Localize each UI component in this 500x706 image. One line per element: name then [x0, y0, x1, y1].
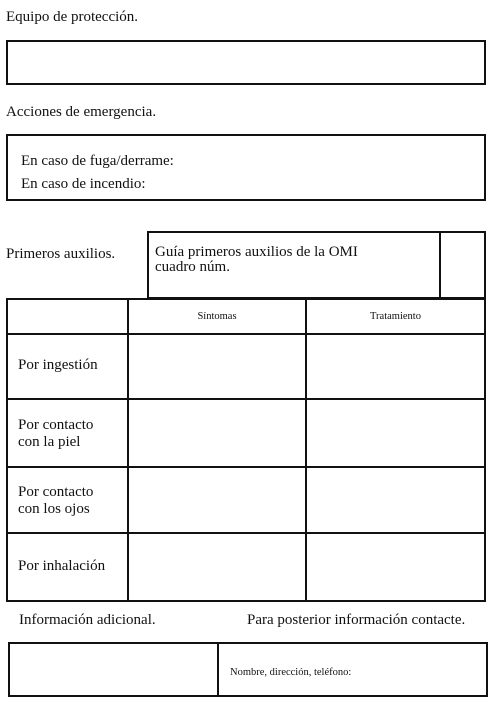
row-label-skin-contact	[6, 398, 129, 468]
emergency-actions-box[interactable]	[6, 134, 486, 201]
first-aid-label: Primeros auxilios.	[6, 246, 116, 262]
row-label-text: Por inhalación	[18, 558, 106, 574]
inhalation-symptoms-cell[interactable]	[127, 532, 307, 602]
emergency-actions-label: Acciones de emergencia.	[6, 104, 157, 120]
contact-label: Para posterior información contacte.	[247, 612, 466, 628]
spill-action-label: En caso de fuga/derrame:	[21, 153, 174, 169]
row-label-text: Por contacto	[18, 484, 94, 500]
row-label-text: con los ojos	[18, 501, 90, 517]
inhalation-treatment-cell[interactable]	[305, 532, 486, 602]
row-label-eye-contact	[6, 466, 129, 534]
omi-guide-table-number-label: cuadro núm.	[155, 259, 230, 275]
eye-symptoms-cell[interactable]	[127, 466, 307, 534]
row-label-text: Por ingestión	[18, 357, 98, 373]
row-label-ingestion	[6, 333, 129, 400]
first-aid-table	[6, 298, 486, 602]
skin-treatment-cell[interactable]	[305, 398, 486, 468]
omi-table-number-field[interactable]	[439, 231, 486, 299]
additional-info-label: Información adicional.	[19, 612, 156, 628]
contact-info-field[interactable]	[217, 642, 488, 697]
protection-equipment-field[interactable]	[6, 40, 486, 85]
skin-symptoms-cell[interactable]	[127, 398, 307, 468]
row-label-text: Por contacto	[18, 417, 94, 433]
additional-info-field[interactable]	[8, 642, 219, 697]
contact-fields-label: Nombre, dirección, teléfono:	[230, 667, 352, 678]
row-label-inhalation	[6, 532, 129, 602]
omi-guide-box	[147, 231, 441, 299]
row-label-text: con la piel	[18, 434, 81, 450]
ingestion-treatment-cell[interactable]	[305, 333, 486, 400]
symptoms-header: Síntomas	[127, 298, 307, 335]
fire-action-label: En caso de incendio:	[21, 176, 146, 192]
eye-treatment-cell[interactable]	[305, 466, 486, 534]
treatment-header: Tratamiento	[305, 298, 486, 335]
protection-equipment-label: Equipo de protección.	[6, 9, 139, 25]
omi-guide-text: Guía primeros auxilios de la OMI	[155, 244, 358, 260]
ingestion-symptoms-cell[interactable]	[127, 333, 307, 400]
table-header-empty	[6, 298, 129, 335]
